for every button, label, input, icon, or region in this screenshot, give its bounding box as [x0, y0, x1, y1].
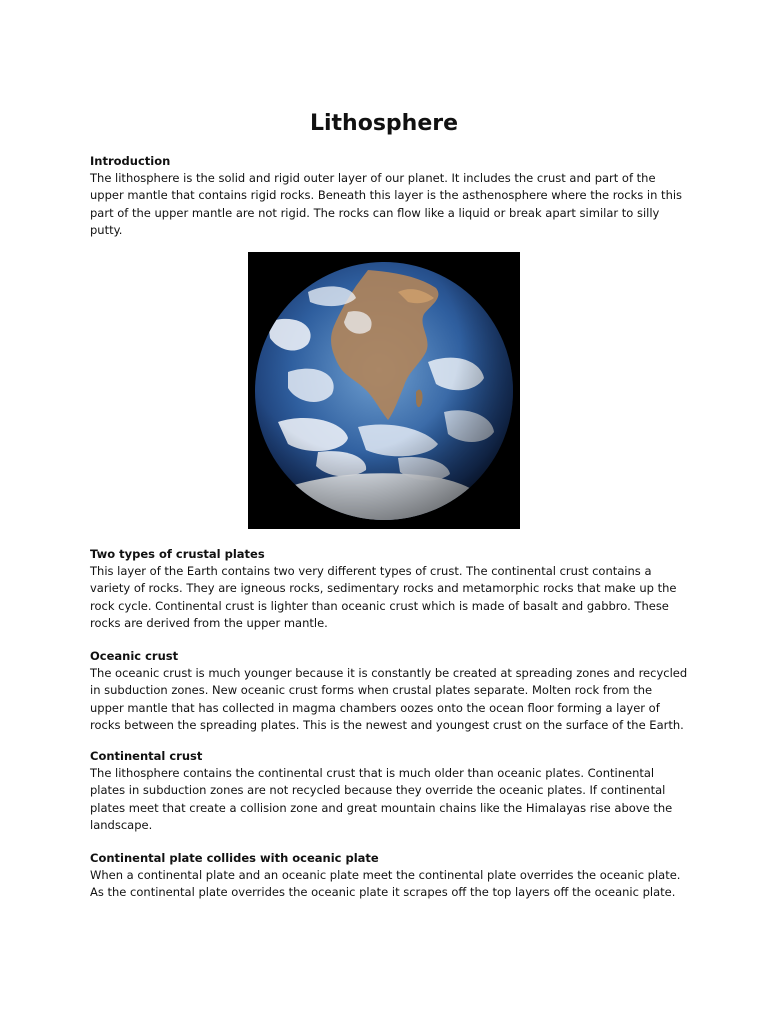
section-heading: Oceanic crust — [90, 649, 179, 663]
section-heading: Two types of crustal plates — [90, 547, 265, 561]
section-body: This layer of the Earth contains two very different types of crust. The continental crust contains a variety of rocks. They are igneous rocks, sedimentary rocks and metamorphic rocks that make up the rock cycle. Continental crust is lighter than oceanic crust which is made of basalt and gabbro. These rocks are derived from the upper mantle. — [90, 564, 677, 631]
section-heading: Introduction — [90, 154, 171, 168]
page-title: Lithosphere — [309, 111, 459, 136]
section-heading: Continental plate collides with oceanic plate — [90, 851, 379, 865]
section-body: The lithosphere contains the continental crust that is much older than oceanic plates. Continental plates in subduction zones are not recycled because they override the oceanic plates. If continental plates meet that create a collision zone and great mountain chains like the Himalayas rise above the landscape. — [90, 766, 673, 833]
section-body: When a continental plate and an oceanic plate meet the continental plate overrides the oceanic plate. As the continental plate overrides the oceanic plate it scrapes off the top layers off the oceanic plate. — [90, 868, 681, 900]
section-introduction — [90, 153, 690, 240]
section-body: The lithosphere is the solid and rigid outer layer of our planet. It includes the crust and part of the upper mantle that contains rigid rocks. Beneath this layer is the asthenosphere where the rocks in this part of the upper mantle are not rigid. The rocks can flow like a liquid or break apart similar to silly putty. — [90, 171, 683, 238]
section-continental-crust — [90, 748, 690, 835]
earth-globe-icon — [248, 252, 520, 529]
section-two-types-of-crustal-plates — [90, 546, 690, 633]
section-body: The oceanic crust is much younger because it is constantly be created at spreading zones and recycled in subduction zones. New oceanic crust forms when crustal plates separate. Molten rock from the upper mantle that has collected in magma chambers oozes onto the ocean floor forming a layer of rocks between the spreading plates. This is the newest and youngest crust on the surface of the Earth. — [90, 666, 688, 733]
section-oceanic-crust — [90, 648, 690, 735]
section-continental-plate-collides — [90, 850, 690, 902]
earth-globe-photo — [248, 252, 520, 529]
section-heading: Continental crust — [90, 749, 203, 763]
